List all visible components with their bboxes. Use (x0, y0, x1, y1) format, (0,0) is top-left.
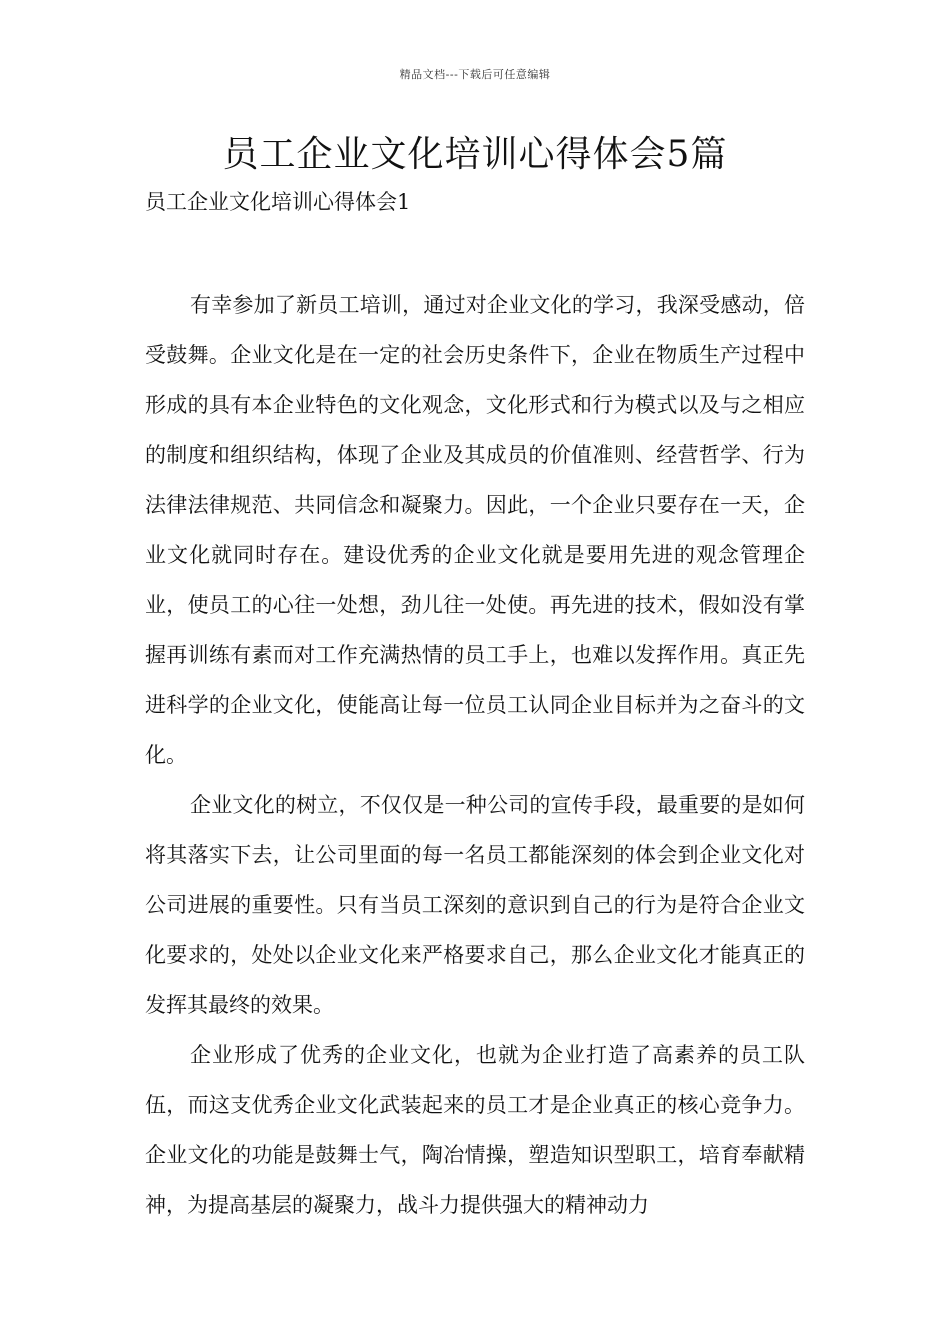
paragraph: 有幸参加了新员工培训，通过对企业文化的学习，我深受感动，倍受鼓舞。企业文化是在一定的社会历史条件下，企业在物质生产过程中形成的具有本企业特色的文化观念，文化形式和行为模式以及与之相应的制度和组织结构，体现了企业及其成员的价值准则、经营哲学、行为法律法律规范、共同信念和凝聚力。因此，一个企业只要存在一天，企业文化就同时存在。建设优秀的企业文化就是要用先进的观念管理企业，使员工的心往一处想，劲儿往一处使。再先进的技术，假如没有掌握再训练有素而对工作充满热情的员工手上，也难以发挥作用。真正先进科学的企业文化，使能高让每一位员工认同企业目标并为之奋斗的文化。 (145, 293, 805, 767)
section-subtitle: 员工企业文化培训心得体会1 (145, 190, 411, 214)
paragraph: 企业形成了优秀的企业文化，也就为企业打造了高素养的员工队伍，而这支优秀企业文化武装起来的员工才是企业真正的核心竞争力。企业文化的功能是鼓舞士气，陶冶情操，塑造知识型职工，培育奉献精神，为提高基层的凝聚力，战斗力提供强大的精神动力 (145, 1043, 805, 1217)
document-body (145, 280, 805, 1230)
paragraph: 企业文化的树立，不仅仅是一种公司的宣传手段，最重要的是如何将其落实下去，让公司里面的每一名员工都能深刻的体会到企业文化对公司进展的重要性。只有当员工深刻的意识到自己的行为是符合企业文化要求的，处处以企业文化来严格要求自己，那么企业文化才能真正的发挥其最终的效果。 (145, 793, 805, 1017)
document-title: 员工企业文化培训心得体会5篇 (222, 134, 728, 175)
header-note: 精品文档---下载后可任意编辑 (399, 68, 551, 81)
